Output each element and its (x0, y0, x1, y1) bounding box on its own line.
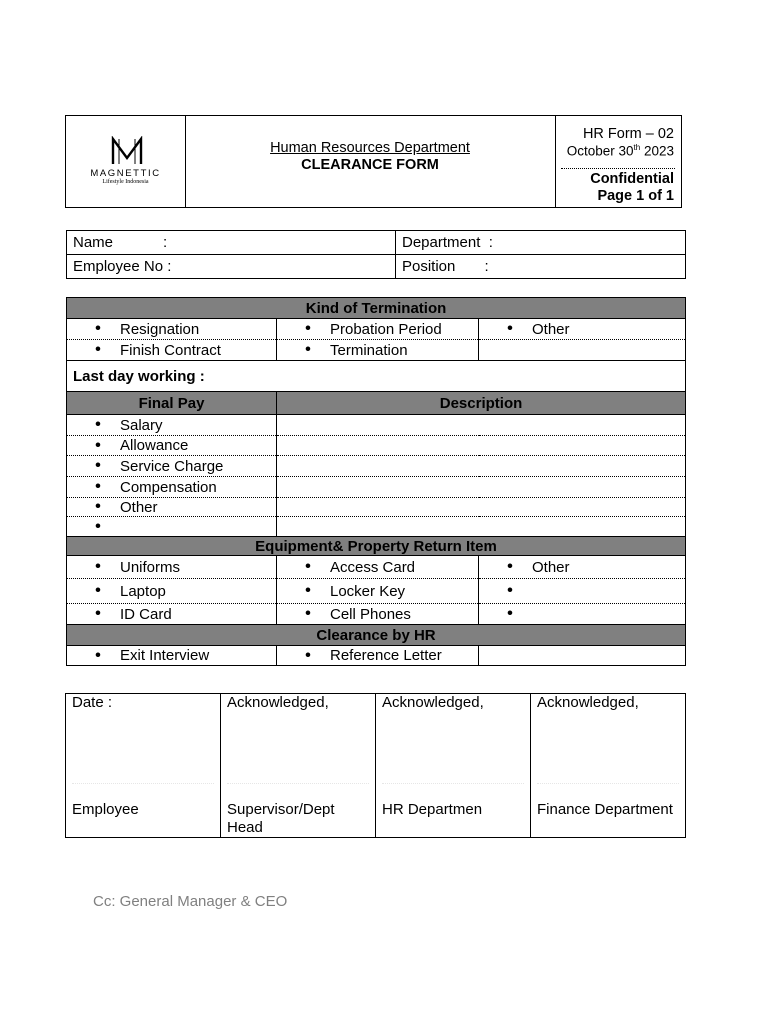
clearance-item[interactable]: • Reference Letter (277, 646, 479, 666)
description-cell[interactable] (277, 517, 686, 537)
signature-supervisor[interactable] (221, 694, 376, 838)
cc-note: Cc: General Manager & CEO (93, 893, 288, 910)
signature-table (65, 693, 686, 838)
equipment-item[interactable] (479, 604, 686, 625)
equipment-item[interactable]: • ID Card (67, 604, 277, 625)
description-cell[interactable] (277, 415, 686, 436)
termination-option[interactable]: • Probation Period (277, 319, 479, 340)
signature-role: Supervisor/Dept Head (227, 801, 335, 836)
termination-option[interactable]: • Resignation (67, 319, 277, 340)
final-pay-item[interactable]: • Other (67, 498, 277, 517)
page-number: Page 1 of 1 (597, 188, 674, 204)
signature-top-label: Acknowledged, (537, 694, 639, 711)
signature-top-label: Acknowledged, (227, 694, 329, 711)
clearance-item[interactable]: • Exit Interview (67, 646, 277, 666)
equipment-item[interactable]: • Access Card (277, 556, 479, 579)
logo-tagline: Lifestyle Indonesia (102, 179, 149, 185)
signature-hr[interactable] (376, 694, 531, 838)
confidential-label: Confidential (590, 171, 674, 187)
position-field[interactable]: Position : (396, 255, 686, 279)
description-cell[interactable] (277, 498, 686, 517)
termination-option[interactable]: • Other (479, 319, 686, 340)
empty-cell (479, 646, 686, 666)
final-pay-item[interactable]: • Allowance (67, 436, 277, 456)
final-pay-item[interactable]: • Compensation (67, 477, 277, 498)
final-pay-item[interactable]: • Salary (67, 415, 277, 436)
signature-top-label: Acknowledged, (382, 694, 484, 711)
signature-finance[interactable] (531, 694, 686, 838)
form-header (65, 115, 682, 208)
final-pay-header: Final Pay (67, 392, 277, 415)
last-day-working-field[interactable]: Last day working : (67, 361, 686, 392)
termination-option[interactable]: • Termination (277, 340, 479, 361)
empty-cell (479, 340, 686, 361)
clearance-table (66, 297, 686, 666)
final-pay-item[interactable] (67, 517, 277, 537)
equipment-item[interactable]: • Laptop (67, 579, 277, 604)
employee-no-field[interactable]: Employee No : (67, 255, 396, 279)
signature-role: Employee (72, 801, 139, 818)
signature-line (382, 783, 524, 784)
signature-employee[interactable] (66, 694, 221, 838)
equipment-item[interactable]: • Cell Phones (277, 604, 479, 625)
termination-header: Kind of Termination (67, 298, 686, 319)
employee-info-table (66, 230, 686, 279)
description-cell[interactable] (277, 477, 686, 498)
equipment-item[interactable] (479, 579, 686, 604)
equipment-item[interactable]: • Locker Key (277, 579, 479, 604)
logo-name: MAGNETTIC (90, 168, 161, 179)
name-field[interactable]: Name : (67, 231, 396, 255)
signature-top-label: Date : (72, 694, 113, 711)
signature-line (72, 783, 214, 784)
department-field[interactable]: Department : (396, 231, 686, 255)
form-number: HR Form – 02 (582, 126, 674, 142)
form-title: CLEARANCE FORM (301, 157, 439, 173)
equipment-item[interactable]: • Other (479, 556, 686, 579)
signature-line (227, 783, 369, 784)
final-pay-item[interactable]: • Service Charge (67, 456, 277, 477)
header-divider (561, 168, 675, 169)
description-header: Description (277, 392, 686, 415)
magnettic-logo-icon (110, 136, 144, 166)
form-date: October 30th 2023 (566, 143, 674, 159)
signature-role: HR Departmen (382, 801, 483, 818)
clearance-hr-header: Clearance by HR (67, 625, 686, 646)
description-cell[interactable] (277, 436, 686, 456)
department-heading: Human Resources Department (270, 140, 470, 156)
company-logo (66, 116, 186, 207)
termination-option[interactable]: • Finish Contract (67, 340, 277, 361)
equipment-item[interactable]: • Uniforms (67, 556, 277, 579)
equipment-header: Equipment& Property Return Item (67, 537, 686, 556)
signature-role: Finance Department (537, 801, 673, 818)
description-cell[interactable] (277, 456, 686, 477)
signature-line (537, 783, 679, 784)
